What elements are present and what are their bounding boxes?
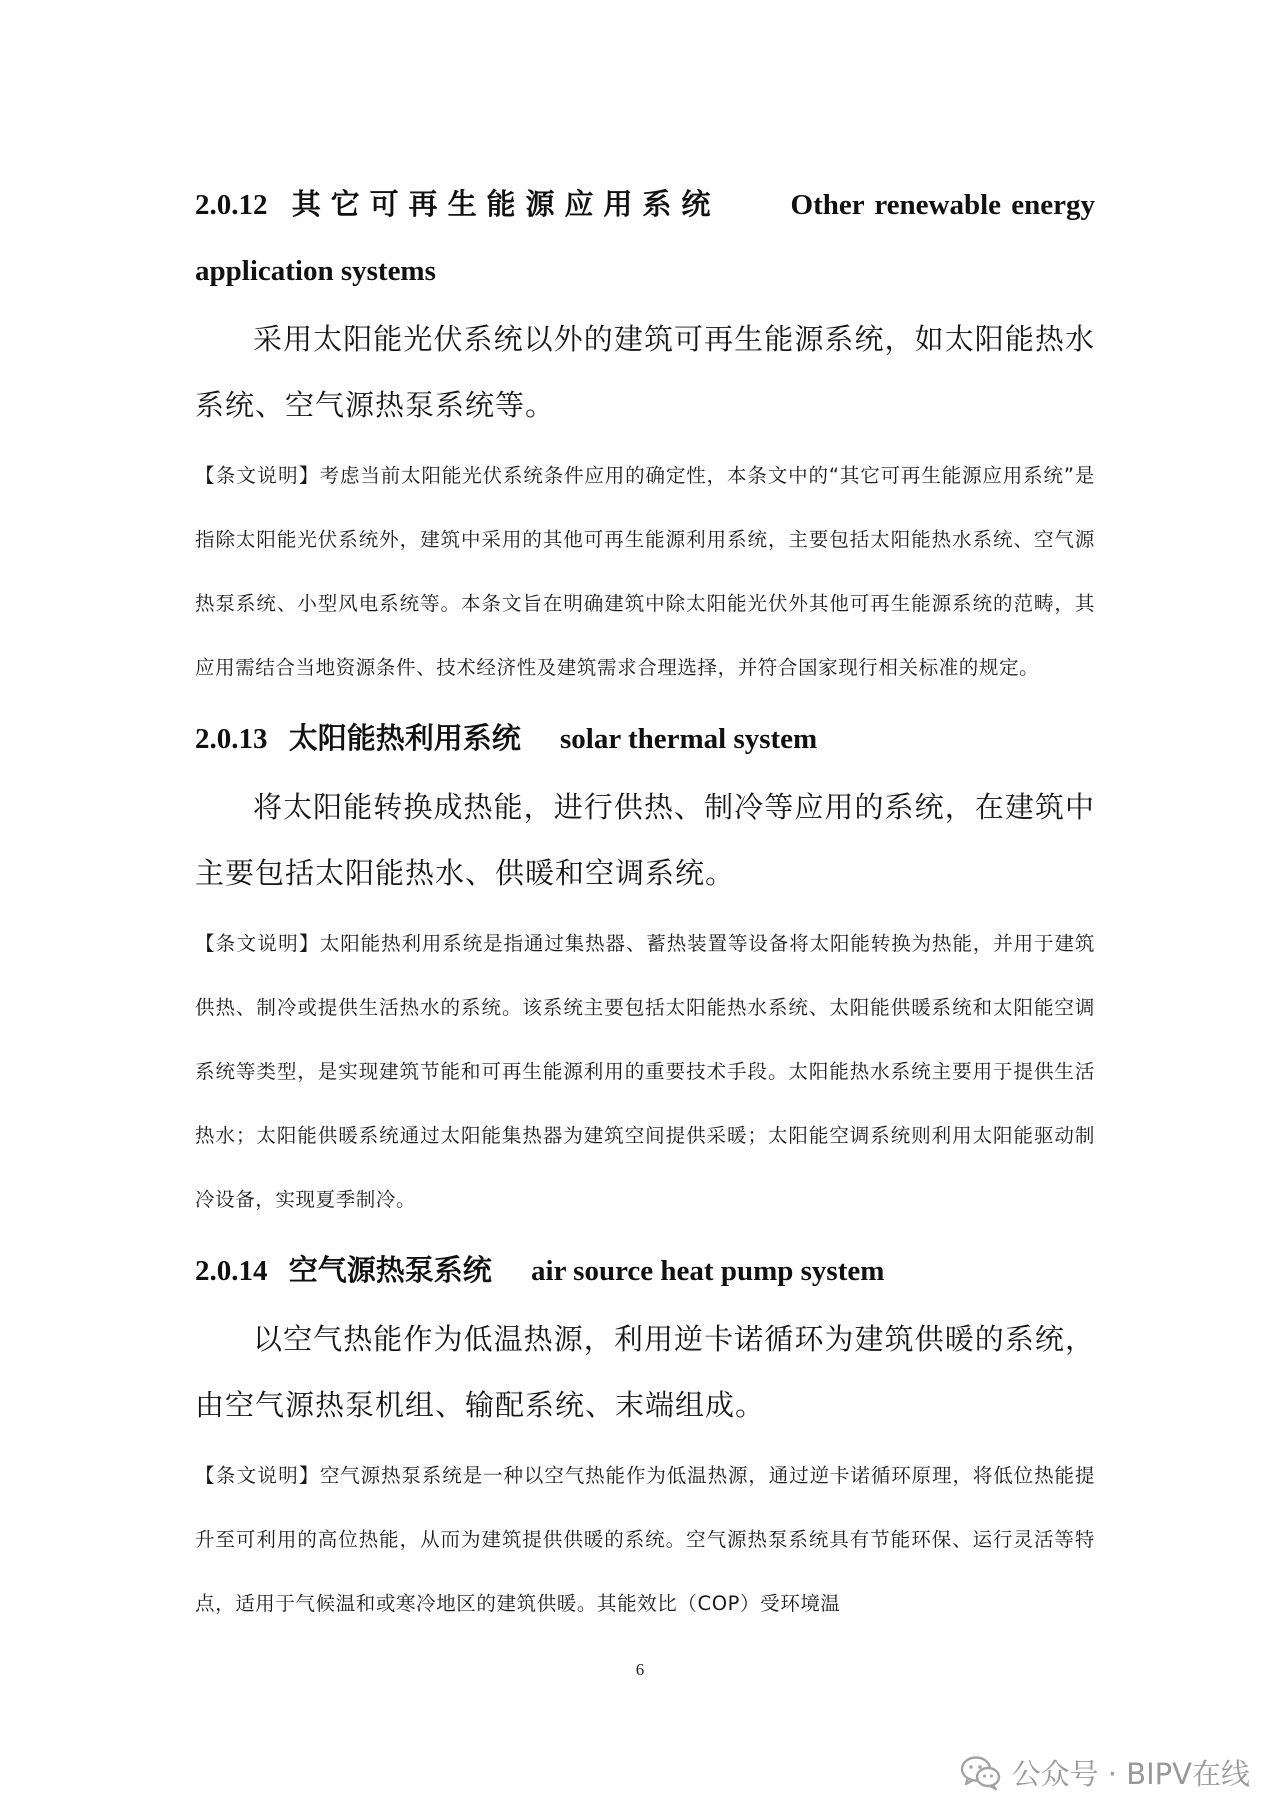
- section-2-0-14: [195, 1238, 1095, 1636]
- note-tag: 【条文说明】: [195, 1464, 320, 1487]
- note-text: 太阳能热利用系统是指通过集热器、蓄热装置等设备将太阳能转换为热能，并用于建筑供热、制冷或提供生活热水的系统。该系统主要包括太阳能热水系统、太阳能供暖系统和太阳能空调系统等类型，是实现建筑节能和可再生能源利用的重要技术手段。太阳能热水系统主要用于提供生活热水；太阳能供暖系统通过太阳能集热器为建筑空间提供采暖；太阳能空调系统则利用太阳能驱动制冷设备，实现夏季制冷。: [195, 932, 1095, 1211]
- watermark: [960, 1752, 1250, 1793]
- section-2-0-13: [195, 706, 1095, 1232]
- wechat-icon: [960, 1755, 1002, 1791]
- section-heading: [195, 1238, 1095, 1304]
- section-note: [195, 1444, 1095, 1636]
- section-definition: 以空气热能作为低温热源，利用逆卡诺循环为建筑供暖的系统，由空气源热泵机组、输配系统、末端组成。: [195, 1322, 1095, 1422]
- section-definition: 采用太阳能光伏系统以外的建筑可再生能源系统，如太阳能热水系统、空气源热泵系统等。: [195, 322, 1095, 422]
- note-tag: 【条文说明】: [195, 464, 320, 487]
- note-text: 考虑当前太阳能光伏系统条件应用的确定性，本条文中的“其它可再生能源应用系统”是指除太阳能光伏系统外，建筑中采用的其他可再生能源利用系统，主要包括太阳能热水系统、空气源热泵系统、小型风电系统等。本条文旨在明确建筑中除太阳能光伏外其他可再生能源系统的范畴，其应用需结合当地资源条件、技术经济性及建筑需求合理选择，并符合国家现行相关标准的规定。: [195, 464, 1095, 679]
- page-number: 6: [635, 1660, 645, 1679]
- section-title-zh: 太阳能热利用系统: [288, 723, 521, 755]
- section-heading: [195, 172, 1095, 304]
- section-number: 2.0.14: [195, 1255, 268, 1287]
- section-note: [195, 912, 1095, 1232]
- note-text: 空气源热泵系统是一种以空气热能作为低温热源，通过逆卡诺循环原理，将低位热能提升至可利用的高位热能，从而为建筑提供供暖的系统。空气源热泵系统具有节能环保、运行灵活等特点，适用于气候温和或寒冷地区的建筑供暖。其能效比（COP）受环境温: [195, 1464, 1095, 1615]
- section-heading: [195, 706, 1095, 772]
- section-number: 2.0.13: [195, 723, 268, 755]
- section-title-en: air source heat pump system: [531, 1255, 885, 1287]
- watermark-text: 公众号 · BIPV在线: [1011, 1757, 1250, 1791]
- section-title-en: Other renewable energy application systems: [195, 189, 1095, 287]
- section-title-zh: 其它可再生能源应用系统: [291, 189, 721, 221]
- section-title-en: solar thermal system: [560, 723, 818, 755]
- page-content: [195, 172, 1095, 1642]
- section-title-zh: 空气源热泵系统: [288, 1255, 492, 1287]
- section-definition: 将太阳能转换成热能，进行供热、制冷等应用的系统，在建筑中主要包括太阳能热水、供暖和空调系统。: [195, 790, 1095, 890]
- note-tag: 【条文说明】: [195, 932, 320, 955]
- section-number: 2.0.12: [195, 189, 268, 221]
- section-note: [195, 444, 1095, 700]
- section-2-0-12: [195, 172, 1095, 700]
